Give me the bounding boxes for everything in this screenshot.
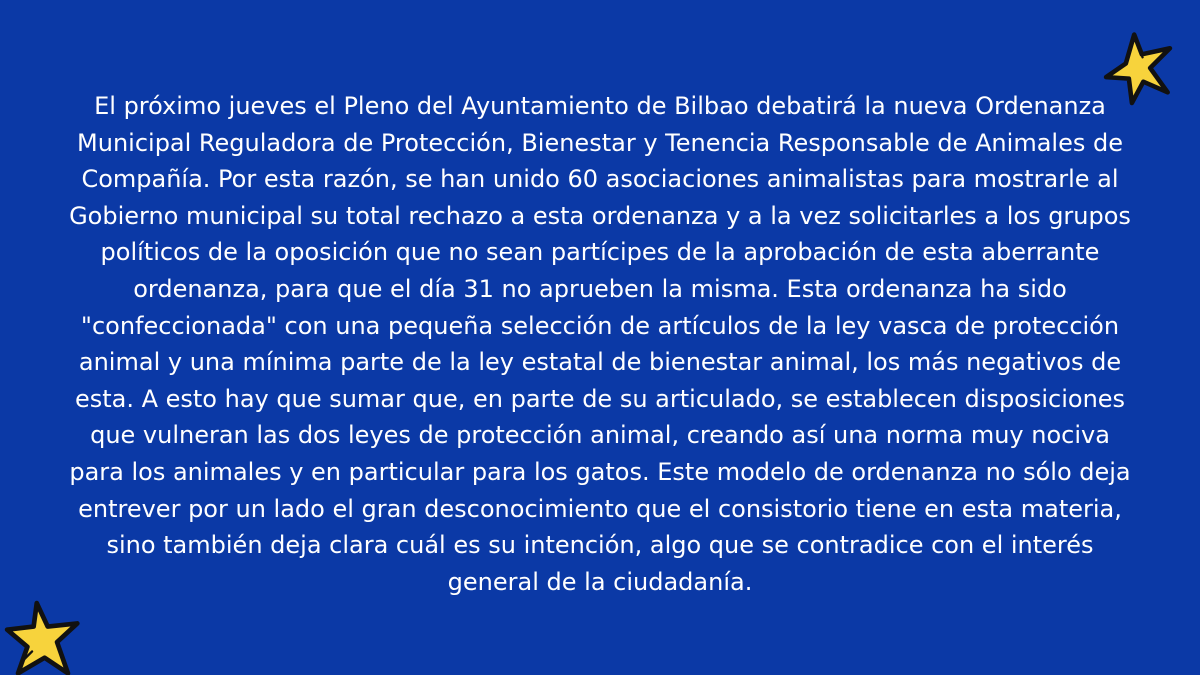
star-icon (4, 600, 82, 675)
star-icon (1100, 30, 1176, 106)
main-paragraph: El próximo jueves el Pleno del Ayuntamiento de Bilbao debatirá la nueva Ordenanza Municipal Reguladora de Protección, Bienestar y Tenencia Responsable de Animales de Compañía. Por esta razón, se han unido 60 asociaciones animalistas para mostrarle al Gobierno municipal su total rechazo a esta ordenanza y a la vez solicitarles a los grupos políticos de la oposición que no sean partícipes de la aprobación de esta aberrante ordenanza, para que el día 31 no aprueben la misma. Esta ordenanza ha sido "confeccionada" con una pequeña selección de artículos de la ley vasca de protección animal y una mínima parte de la ley estatal de bienestar animal, los más negativos de esta. A esto hay que sumar que, en parte de su articulado, se establecen disposiciones que vulneran las dos leyes de protección animal, creando así una norma muy nociva para los animales y en particular para los gatos. Este modelo de ordenanza no sólo deja entrever por un lado el gran desconocimiento que el consistorio tiene en esta materia, sino también deja clara cuál es su intención, algo que se contradice con el interés general de la ciudadanía. (69, 92, 1131, 596)
